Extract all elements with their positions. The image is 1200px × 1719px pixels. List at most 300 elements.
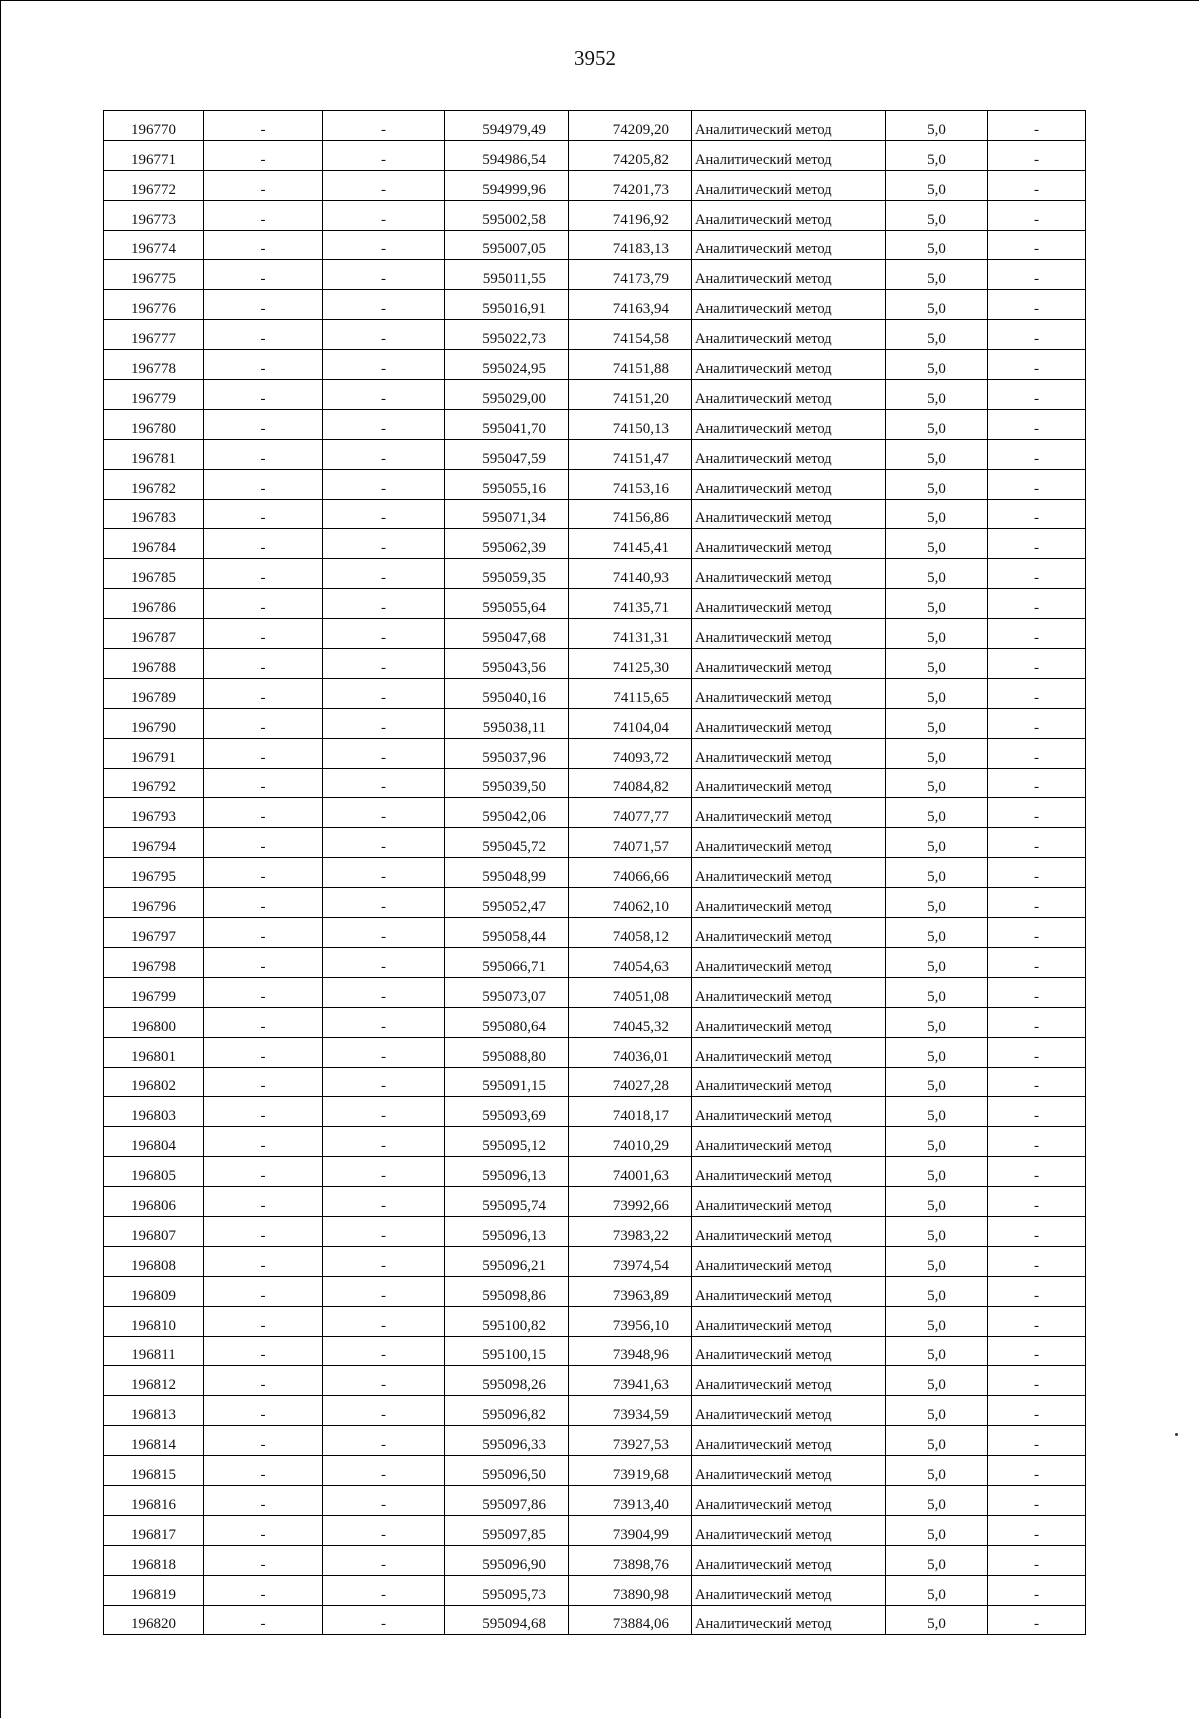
point-number-cell: 196820: [104, 1605, 204, 1635]
point-number-cell: 196783: [104, 499, 204, 529]
method-cell: Аналитический метод: [692, 140, 886, 170]
dash-cell: -: [204, 290, 323, 320]
point-number-cell: 196804: [104, 1127, 204, 1157]
x-coordinate-cell: 595016,91: [445, 290, 569, 320]
method-cell: Аналитический метод: [692, 1246, 886, 1276]
dash-cell: -: [988, 1575, 1086, 1605]
x-coordinate-cell: 595058,44: [445, 918, 569, 948]
dash-cell: -: [988, 170, 1086, 200]
table-row: [104, 1037, 1086, 1067]
x-coordinate-cell: 595073,07: [445, 977, 569, 1007]
dash-cell: -: [204, 1246, 323, 1276]
accuracy-cell: 5,0: [886, 320, 988, 350]
dash-cell: -: [204, 678, 323, 708]
dash-cell: -: [323, 1067, 445, 1097]
dash-cell: -: [204, 380, 323, 410]
method-cell: Аналитический метод: [692, 1456, 886, 1486]
dash-cell: -: [204, 888, 323, 918]
table-row: [104, 918, 1086, 948]
table-row: [104, 888, 1086, 918]
y-coordinate-cell: 74205,82: [569, 140, 692, 170]
x-coordinate-cell: 595096,82: [445, 1396, 569, 1426]
dash-cell: -: [988, 559, 1086, 589]
point-number-cell: 196770: [104, 111, 204, 141]
y-coordinate-cell: 74151,47: [569, 439, 692, 469]
dash-cell: -: [988, 1276, 1086, 1306]
dash-cell: -: [988, 708, 1086, 738]
point-number-cell: 196816: [104, 1485, 204, 1515]
y-coordinate-cell: 73956,10: [569, 1306, 692, 1336]
point-number-cell: 196793: [104, 798, 204, 828]
dash-cell: -: [204, 1306, 323, 1336]
dash-cell: -: [323, 290, 445, 320]
dash-cell: -: [204, 1575, 323, 1605]
accuracy-cell: 5,0: [886, 1306, 988, 1336]
method-cell: Аналитический метод: [692, 1007, 886, 1037]
point-number-cell: 196815: [104, 1456, 204, 1486]
point-number-cell: 196814: [104, 1426, 204, 1456]
table-row: [104, 798, 1086, 828]
y-coordinate-cell: 74045,32: [569, 1007, 692, 1037]
table-row: [104, 1067, 1086, 1097]
accuracy-cell: 5,0: [886, 350, 988, 380]
dash-cell: -: [204, 1007, 323, 1037]
table-row: [104, 1127, 1086, 1157]
point-number-cell: 196777: [104, 320, 204, 350]
x-coordinate-cell: 595096,50: [445, 1456, 569, 1486]
dash-cell: -: [323, 170, 445, 200]
accuracy-cell: 5,0: [886, 1545, 988, 1575]
accuracy-cell: 5,0: [886, 499, 988, 529]
dash-cell: -: [988, 1157, 1086, 1187]
dash-cell: -: [988, 1336, 1086, 1366]
method-cell: Аналитический метод: [692, 350, 886, 380]
dash-cell: -: [204, 439, 323, 469]
x-coordinate-cell: 595022,73: [445, 320, 569, 350]
x-coordinate-cell: 595091,15: [445, 1067, 569, 1097]
dash-cell: -: [988, 1067, 1086, 1097]
table-row: [104, 200, 1086, 230]
dash-cell: -: [204, 1485, 323, 1515]
dash-cell: -: [323, 977, 445, 1007]
x-coordinate-cell: 595011,55: [445, 260, 569, 290]
table-row: [104, 499, 1086, 529]
point-number-cell: 196772: [104, 170, 204, 200]
table-row: [104, 1575, 1086, 1605]
point-number-cell: 196799: [104, 977, 204, 1007]
method-cell: Аналитический метод: [692, 200, 886, 230]
point-number-cell: 196811: [104, 1336, 204, 1366]
dash-cell: -: [988, 768, 1086, 798]
table-row: [104, 409, 1086, 439]
x-coordinate-cell: 595024,95: [445, 350, 569, 380]
accuracy-cell: 5,0: [886, 409, 988, 439]
table-row: [104, 380, 1086, 410]
dash-cell: -: [323, 1336, 445, 1366]
dash-cell: -: [988, 1485, 1086, 1515]
x-coordinate-cell: 595048,99: [445, 858, 569, 888]
y-coordinate-cell: 74077,77: [569, 798, 692, 828]
dash-cell: -: [204, 1127, 323, 1157]
table-row: [104, 1157, 1086, 1187]
accuracy-cell: 5,0: [886, 260, 988, 290]
x-coordinate-cell: 595096,21: [445, 1246, 569, 1276]
accuracy-cell: 5,0: [886, 1515, 988, 1545]
method-cell: Аналитический метод: [692, 1605, 886, 1635]
dash-cell: -: [323, 947, 445, 977]
accuracy-cell: 5,0: [886, 918, 988, 948]
method-cell: Аналитический метод: [692, 1097, 886, 1127]
dash-cell: -: [988, 678, 1086, 708]
dash-cell: -: [988, 1306, 1086, 1336]
dash-cell: -: [204, 798, 323, 828]
y-coordinate-cell: 74051,08: [569, 977, 692, 1007]
dash-cell: -: [204, 200, 323, 230]
y-coordinate-cell: 74150,13: [569, 409, 692, 439]
y-coordinate-cell: 74156,86: [569, 499, 692, 529]
dash-cell: -: [204, 320, 323, 350]
method-cell: Аналитический метод: [692, 977, 886, 1007]
point-number-cell: 196771: [104, 140, 204, 170]
x-coordinate-cell: 595045,72: [445, 828, 569, 858]
dash-cell: -: [323, 888, 445, 918]
dash-cell: -: [988, 1037, 1086, 1067]
table-row: [104, 140, 1086, 170]
dash-cell: -: [204, 559, 323, 589]
table-row: [104, 708, 1086, 738]
y-coordinate-cell: 74135,71: [569, 589, 692, 619]
table-row: [104, 320, 1086, 350]
x-coordinate-cell: 594999,96: [445, 170, 569, 200]
method-cell: Аналитический метод: [692, 409, 886, 439]
dash-cell: -: [204, 1037, 323, 1067]
table-row: [104, 1306, 1086, 1336]
y-coordinate-cell: 74151,20: [569, 380, 692, 410]
x-coordinate-cell: 595042,06: [445, 798, 569, 828]
table-row: [104, 469, 1086, 499]
x-coordinate-cell: 595043,56: [445, 649, 569, 679]
dash-cell: -: [988, 738, 1086, 768]
method-cell: Аналитический метод: [692, 1157, 886, 1187]
y-coordinate-cell: 73974,54: [569, 1246, 692, 1276]
y-coordinate-cell: 74062,10: [569, 888, 692, 918]
accuracy-cell: 5,0: [886, 1276, 988, 1306]
table-row: [104, 947, 1086, 977]
x-coordinate-cell: 595098,26: [445, 1366, 569, 1396]
x-coordinate-cell: 595039,50: [445, 768, 569, 798]
dash-cell: -: [988, 1216, 1086, 1246]
dash-cell: -: [323, 1456, 445, 1486]
dash-cell: -: [988, 1097, 1086, 1127]
dash-cell: -: [988, 947, 1086, 977]
method-cell: Аналитический метод: [692, 1216, 886, 1246]
accuracy-cell: 5,0: [886, 1007, 988, 1037]
y-coordinate-cell: 74153,16: [569, 469, 692, 499]
dash-cell: -: [988, 977, 1086, 1007]
y-coordinate-cell: 73884,06: [569, 1605, 692, 1635]
y-coordinate-cell: 74154,58: [569, 320, 692, 350]
table-row: [104, 1485, 1086, 1515]
accuracy-cell: 5,0: [886, 170, 988, 200]
y-coordinate-cell: 74151,88: [569, 350, 692, 380]
table-row: [104, 1097, 1086, 1127]
table-row: [104, 858, 1086, 888]
table-row: [104, 350, 1086, 380]
dash-cell: -: [204, 1605, 323, 1635]
dash-cell: -: [323, 469, 445, 499]
y-coordinate-cell: 74058,12: [569, 918, 692, 948]
dash-cell: -: [204, 858, 323, 888]
table-row: [104, 1187, 1086, 1217]
x-coordinate-cell: 595096,90: [445, 1545, 569, 1575]
dash-cell: -: [988, 619, 1086, 649]
y-coordinate-cell: 74115,65: [569, 678, 692, 708]
y-coordinate-cell: 74173,79: [569, 260, 692, 290]
accuracy-cell: 5,0: [886, 1396, 988, 1426]
dash-cell: -: [323, 589, 445, 619]
dash-cell: -: [988, 1515, 1086, 1545]
point-number-cell: 196773: [104, 200, 204, 230]
dash-cell: -: [988, 230, 1086, 260]
dash-cell: -: [988, 1187, 1086, 1217]
dash-cell: -: [204, 738, 323, 768]
x-coordinate-cell: 595095,12: [445, 1127, 569, 1157]
accuracy-cell: 5,0: [886, 290, 988, 320]
y-coordinate-cell: 73913,40: [569, 1485, 692, 1515]
dash-cell: -: [204, 1216, 323, 1246]
method-cell: Аналитический метод: [692, 619, 886, 649]
accuracy-cell: 5,0: [886, 140, 988, 170]
accuracy-cell: 5,0: [886, 439, 988, 469]
method-cell: Аналитический метод: [692, 589, 886, 619]
dash-cell: -: [988, 1545, 1086, 1575]
dash-cell: -: [988, 439, 1086, 469]
dash-cell: -: [988, 350, 1086, 380]
dash-cell: -: [204, 828, 323, 858]
dash-cell: -: [988, 499, 1086, 529]
dash-cell: -: [323, 649, 445, 679]
method-cell: Аналитический метод: [692, 439, 886, 469]
method-cell: Аналитический метод: [692, 1127, 886, 1157]
dash-cell: -: [988, 918, 1086, 948]
accuracy-cell: 5,0: [886, 1037, 988, 1067]
dash-cell: -: [323, 1396, 445, 1426]
accuracy-cell: 5,0: [886, 888, 988, 918]
method-cell: Аналитический метод: [692, 678, 886, 708]
method-cell: Аналитический метод: [692, 260, 886, 290]
dash-cell: -: [204, 1515, 323, 1545]
y-coordinate-cell: 74027,28: [569, 1067, 692, 1097]
dash-cell: -: [323, 140, 445, 170]
point-number-cell: 196805: [104, 1157, 204, 1187]
dash-cell: -: [323, 380, 445, 410]
accuracy-cell: 5,0: [886, 1067, 988, 1097]
method-cell: Аналитический метод: [692, 947, 886, 977]
dash-cell: -: [323, 798, 445, 828]
dash-cell: -: [323, 1485, 445, 1515]
method-cell: Аналитический метод: [692, 738, 886, 768]
accuracy-cell: 5,0: [886, 200, 988, 230]
table-row: [104, 619, 1086, 649]
y-coordinate-cell: 73934,59: [569, 1396, 692, 1426]
dash-cell: -: [323, 708, 445, 738]
dash-cell: -: [323, 1575, 445, 1605]
table-row: [104, 1246, 1086, 1276]
dash-cell: -: [323, 828, 445, 858]
point-number-cell: 196782: [104, 469, 204, 499]
dash-cell: -: [204, 469, 323, 499]
dash-cell: -: [988, 828, 1086, 858]
point-number-cell: 196789: [104, 678, 204, 708]
accuracy-cell: 5,0: [886, 1097, 988, 1127]
point-number-cell: 196795: [104, 858, 204, 888]
table-row: [104, 1605, 1086, 1635]
table-row: [104, 738, 1086, 768]
dash-cell: -: [204, 529, 323, 559]
accuracy-cell: 5,0: [886, 1187, 988, 1217]
method-cell: Аналитический метод: [692, 768, 886, 798]
dash-cell: -: [323, 1097, 445, 1127]
point-number-cell: 196787: [104, 619, 204, 649]
y-coordinate-cell: 73941,63: [569, 1366, 692, 1396]
table-row: [104, 1216, 1086, 1246]
x-coordinate-cell: 595037,96: [445, 738, 569, 768]
x-coordinate-cell: 595100,82: [445, 1306, 569, 1336]
dash-cell: -: [323, 858, 445, 888]
accuracy-cell: 5,0: [886, 619, 988, 649]
table-row: [104, 1545, 1086, 1575]
dash-cell: -: [988, 380, 1086, 410]
table-row: [104, 1456, 1086, 1486]
point-number-cell: 196798: [104, 947, 204, 977]
dash-cell: -: [204, 1276, 323, 1306]
accuracy-cell: 5,0: [886, 1336, 988, 1366]
point-number-cell: 196784: [104, 529, 204, 559]
x-coordinate-cell: 595038,11: [445, 708, 569, 738]
point-number-cell: 196790: [104, 708, 204, 738]
table-row: [104, 439, 1086, 469]
dash-cell: -: [204, 1366, 323, 1396]
point-number-cell: 196818: [104, 1545, 204, 1575]
table-row: [104, 1515, 1086, 1545]
dash-cell: -: [988, 111, 1086, 141]
point-number-cell: 196819: [104, 1575, 204, 1605]
table-row: [104, 1396, 1086, 1426]
dash-cell: -: [988, 260, 1086, 290]
table-row: [104, 230, 1086, 260]
x-coordinate-cell: 595062,39: [445, 529, 569, 559]
y-coordinate-cell: 74209,20: [569, 111, 692, 141]
y-coordinate-cell: 73890,98: [569, 1575, 692, 1605]
method-cell: Аналитический метод: [692, 888, 886, 918]
point-number-cell: 196806: [104, 1187, 204, 1217]
point-number-cell: 196807: [104, 1216, 204, 1246]
dash-cell: -: [204, 977, 323, 1007]
table-row: [104, 1366, 1086, 1396]
method-cell: Аналитический метод: [692, 649, 886, 679]
x-coordinate-cell: 595096,33: [445, 1426, 569, 1456]
x-coordinate-cell: 595002,58: [445, 200, 569, 230]
method-cell: Аналитический метод: [692, 1545, 886, 1575]
dash-cell: -: [988, 888, 1086, 918]
x-coordinate-cell: 595080,64: [445, 1007, 569, 1037]
x-coordinate-cell: 595097,85: [445, 1515, 569, 1545]
dash-cell: -: [204, 768, 323, 798]
accuracy-cell: 5,0: [886, 1216, 988, 1246]
x-coordinate-cell: 594986,54: [445, 140, 569, 170]
point-number-cell: 196791: [104, 738, 204, 768]
x-coordinate-cell: 595055,64: [445, 589, 569, 619]
dash-cell: -: [204, 1097, 323, 1127]
x-coordinate-cell: 595096,13: [445, 1216, 569, 1246]
x-coordinate-cell: 595041,70: [445, 409, 569, 439]
point-number-cell: 196779: [104, 380, 204, 410]
point-number-cell: 196776: [104, 290, 204, 320]
point-number-cell: 196794: [104, 828, 204, 858]
dash-cell: -: [988, 798, 1086, 828]
x-coordinate-cell: 595071,34: [445, 499, 569, 529]
dash-cell: -: [323, 439, 445, 469]
dash-cell: -: [988, 1246, 1086, 1276]
dash-cell: -: [988, 469, 1086, 499]
x-coordinate-cell: 595059,35: [445, 559, 569, 589]
dash-cell: -: [204, 1396, 323, 1426]
point-number-cell: 196792: [104, 768, 204, 798]
dash-cell: -: [988, 320, 1086, 350]
table-row: [104, 559, 1086, 589]
accuracy-cell: 5,0: [886, 1575, 988, 1605]
point-number-cell: 196796: [104, 888, 204, 918]
accuracy-cell: 5,0: [886, 1366, 988, 1396]
dash-cell: -: [323, 559, 445, 589]
dash-cell: -: [323, 1007, 445, 1037]
y-coordinate-cell: 74084,82: [569, 768, 692, 798]
point-number-cell: 196780: [104, 409, 204, 439]
point-number-cell: 196778: [104, 350, 204, 380]
method-cell: Аналитический метод: [692, 1306, 886, 1336]
accuracy-cell: 5,0: [886, 1157, 988, 1187]
dash-cell: -: [323, 230, 445, 260]
dash-cell: -: [323, 320, 445, 350]
method-cell: Аналитический метод: [692, 1067, 886, 1097]
dash-cell: -: [988, 1127, 1086, 1157]
method-cell: Аналитический метод: [692, 1336, 886, 1366]
method-cell: Аналитический метод: [692, 1276, 886, 1306]
dash-cell: -: [323, 1545, 445, 1575]
dash-cell: -: [323, 260, 445, 290]
x-coordinate-cell: 595007,05: [445, 230, 569, 260]
x-coordinate-cell: 595088,80: [445, 1037, 569, 1067]
table-row: [104, 1426, 1086, 1456]
dash-cell: -: [988, 649, 1086, 679]
accuracy-cell: 5,0: [886, 947, 988, 977]
dash-cell: -: [204, 708, 323, 738]
method-cell: Аналитический метод: [692, 290, 886, 320]
table-row: [104, 529, 1086, 559]
coordinates-table: [103, 110, 1086, 1635]
y-coordinate-cell: 74201,73: [569, 170, 692, 200]
accuracy-cell: 5,0: [886, 111, 988, 141]
y-coordinate-cell: 74140,93: [569, 559, 692, 589]
method-cell: Аналитический метод: [692, 1485, 886, 1515]
method-cell: Аналитический метод: [692, 170, 886, 200]
method-cell: Аналитический метод: [692, 529, 886, 559]
table-row: [104, 678, 1086, 708]
x-coordinate-cell: 595100,15: [445, 1336, 569, 1366]
point-number-cell: 196788: [104, 649, 204, 679]
method-cell: Аналитический метод: [692, 469, 886, 499]
method-cell: Аналитический метод: [692, 499, 886, 529]
